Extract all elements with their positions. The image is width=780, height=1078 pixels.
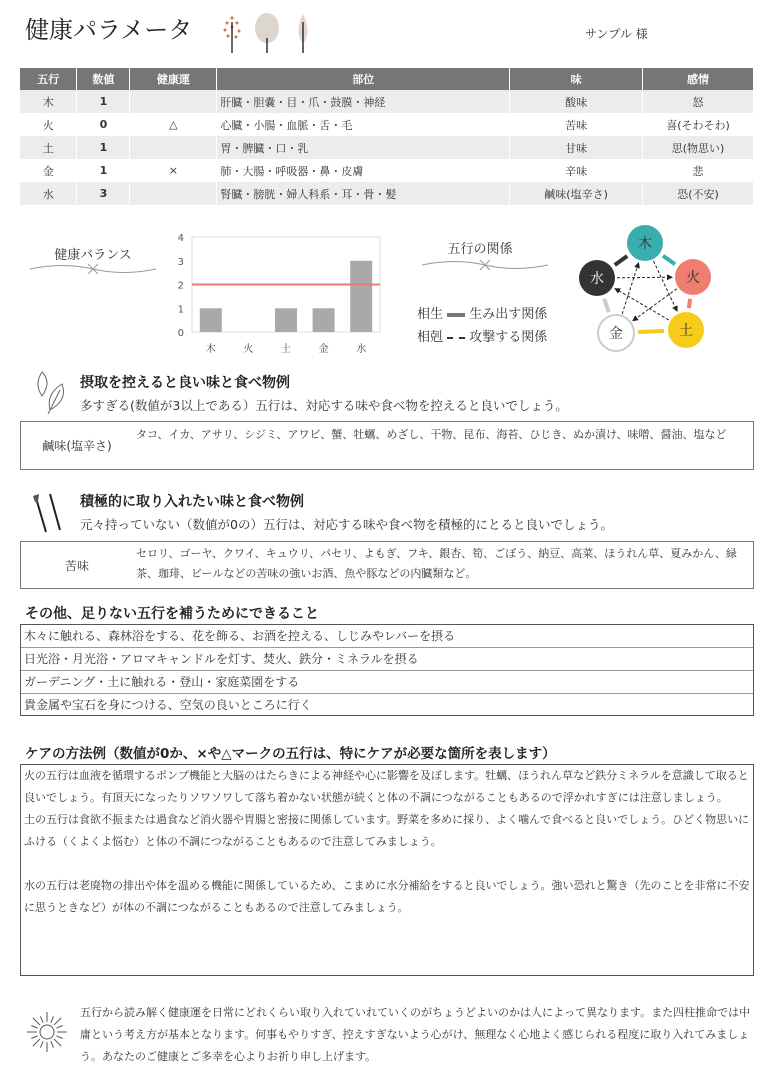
sosho-arrow xyxy=(604,299,609,312)
table-cell: 恐(不安) xyxy=(643,182,754,205)
element-node-label: 水 xyxy=(590,271,604,287)
fork-knife-icon xyxy=(30,490,70,534)
table-cell: 1 xyxy=(77,136,130,159)
reduce-taste: 鹹味(塩辛さ) xyxy=(42,439,112,453)
list-item: 日光浴・月光浴・アロマキャンドルを灯す、焚火、鉄分・ミネラルを摂る xyxy=(21,648,753,671)
table-row xyxy=(20,90,754,113)
table-cell: 肺・大腸・呼吸器・鼻・皮膚 xyxy=(217,159,510,182)
increase-food-box xyxy=(20,541,754,589)
x-tick-label: 火 xyxy=(243,344,254,355)
column-header: 味 xyxy=(510,68,643,90)
y-tick-label: 0 xyxy=(177,328,184,339)
increase-heading: 積極的に取り入れたい味と食べ物例 xyxy=(80,494,304,510)
reduce-food-box xyxy=(20,421,754,470)
table-cell: 辛味 xyxy=(510,159,643,182)
footer-text: 五行から読み解く健康運を日常にどれくらい取り入れていれていくのがちょうどよいのかは人によって異なります。また四柱推命では中庸という考え方が基本となります。何事もやりすぎ、控えすぎないよう心がけ、無理なく心地よく感じられる程度に取り入れてみましょう。あなたのご健康とご多幸を心よりお祈り申し上げます。 xyxy=(80,1006,751,1063)
care-paragraph: 土の五行は食欲不振または過食など消火器や胃腸と密接に関係しています。野菜を多めに採り、よく噛んで食べると良いでしょう。ひどく物思いにふける（くよくよ悩む）と体の不調につながることもあるので注意してみましょう。 xyxy=(24,813,750,848)
balance-chart xyxy=(170,228,385,358)
care-box xyxy=(20,764,754,976)
table-cell: 木 xyxy=(20,90,77,113)
increase-foods: セロリ、ゴーヤ、クワイ、キュウリ、パセリ、よもぎ、フキ、銀杏、筍、ごぼう、納豆、高菜、ほうれん草、夏みかん、緑茶、珈琲、ビールなどの苦味の強いお酒、魚や豚などの内臓類など。 xyxy=(136,547,737,580)
bar xyxy=(350,261,372,332)
column-header: 健康運 xyxy=(130,68,217,90)
table-cell: 甘味 xyxy=(510,136,643,159)
list-item: ガーデニング・土に触れる・登山・家庭菜園をする xyxy=(21,671,753,694)
x-tick-label: 金 xyxy=(318,344,329,355)
table-cell: 肝臓・胆嚢・目・爪・鼓膜・神経 xyxy=(217,90,510,113)
table-row xyxy=(20,113,754,136)
increase-subtext: 元々持っていない（数値が0の）五行は、対応する味や食べ物を積極的にとると良いでしょう。 xyxy=(80,517,613,532)
table-cell: 土 xyxy=(20,136,77,159)
table-cell xyxy=(130,90,217,113)
sosho-arrow xyxy=(615,256,627,265)
legend-key: 相生 xyxy=(417,307,444,322)
gogyo-relation-diagram xyxy=(570,220,730,360)
kokoku-arrow xyxy=(654,261,678,311)
reduce-foods: タコ、イカ、アサリ、シジミ、アワビ、蟹、牡蠣、めざし、干物、昆布、海苔、ひじき、ぬか漬け、味噌、醤油、塩など xyxy=(136,428,727,441)
element-node-label: 金 xyxy=(609,326,623,342)
table-cell xyxy=(130,136,217,159)
table-cell: 3 xyxy=(77,182,130,205)
reduce-heading: 摂取を控えると良い味と食べ物例 xyxy=(80,375,290,391)
vine-ornament-icon xyxy=(420,258,550,272)
list-item: 貴金属や宝石を身につける、空気の良いところに行く xyxy=(24,698,312,712)
increase-taste: 苦味 xyxy=(64,559,89,573)
element-node-label: 火 xyxy=(686,270,700,286)
table-cell xyxy=(130,182,217,205)
table-cell: △ xyxy=(130,113,217,136)
sosho-arrow xyxy=(638,331,664,332)
care-heading: ケアの方法例（数値が0か、×や△マークの五行は、特にケアが必要な箇所を表します） xyxy=(25,746,556,762)
kokoku-arrow xyxy=(615,289,669,320)
table-cell: 1 xyxy=(77,159,130,182)
table-row xyxy=(20,159,754,182)
element-node-label: 土 xyxy=(679,323,693,339)
table-row xyxy=(20,182,754,205)
page-title: 健康パラメータ xyxy=(25,16,193,44)
table-row xyxy=(20,136,754,159)
relation-legend xyxy=(417,303,547,349)
trees-icon xyxy=(218,8,318,54)
column-header: 五行 xyxy=(20,68,77,90)
other-list xyxy=(20,624,754,716)
legend-desc: 攻撃する関係 xyxy=(469,330,548,345)
y-tick-label: 4 xyxy=(177,233,184,244)
table-cell: 思(物思い) xyxy=(643,136,754,159)
table-cell: 0 xyxy=(77,113,130,136)
sosho-arrow xyxy=(689,299,690,308)
table-cell: × xyxy=(130,159,217,182)
table-cell: 心臓・小腸・血脈・舌・毛 xyxy=(217,113,510,136)
customer-name: サンプル 様 xyxy=(585,27,648,41)
x-tick-label: 水 xyxy=(356,344,367,355)
balance-label: 健康バランス xyxy=(54,248,132,263)
list-item: 木々に触れる、森林浴をする、花を飾る、お酒を控える、しじみやレバーを摂る xyxy=(21,625,753,648)
element-node-label: 木 xyxy=(638,236,652,252)
bar xyxy=(313,308,335,332)
table-cell: 腎臓・膀胱・婦人科系・耳・骨・髪 xyxy=(217,182,510,205)
kokoku-arrow xyxy=(617,277,672,278)
sun-icon xyxy=(25,1010,69,1054)
table-cell: 鹹味(塩辛さ) xyxy=(510,182,643,205)
column-header: 部位 xyxy=(217,68,510,90)
y-tick-label: 2 xyxy=(177,280,184,292)
table-cell: 水 xyxy=(20,182,77,205)
sosho-arrow xyxy=(663,256,675,265)
column-header: 感情 xyxy=(643,68,754,90)
care-paragraph: 火の五行は血液を循環するポンプ機能と大脳のはたらきによる神経や心に影響を及ぼします。牡蠣、ほうれん草など鉄分ミネラルを意識して取ると良いでしょう。有頂天になったりソワソワして落ち着かない状態が続くと体の不調につながることもあるので浮かれすぎには注意しましょう。 xyxy=(24,769,749,804)
bar xyxy=(275,308,297,332)
x-tick-label: 木 xyxy=(205,344,216,355)
legend-key: 相剋 xyxy=(417,330,444,345)
leaf-icon xyxy=(32,370,72,416)
relation-label: 五行の関係 xyxy=(447,242,513,257)
table-cell: 酸味 xyxy=(510,90,643,113)
bar xyxy=(200,308,222,332)
table-cell: 胃・脾臓・口・乳 xyxy=(217,136,510,159)
table-cell: 喜(そわそわ) xyxy=(643,113,754,136)
y-tick-label: 1 xyxy=(177,304,184,316)
solid-arrow-icon xyxy=(447,313,465,317)
table-cell: 1 xyxy=(77,90,130,113)
legend-desc: 生み出す関係 xyxy=(469,307,548,322)
table-cell: 悲 xyxy=(643,159,754,182)
table-cell: 火 xyxy=(20,113,77,136)
vine-ornament-icon xyxy=(28,262,158,276)
column-header: 数値 xyxy=(77,68,130,90)
care-paragraph: 水の五行は老廃物の排出や体を温める機能に関係しているため、こまめに水分補給をすると良いでしょう。強い恐れと驚き（先のことを非常に不安に思うときなど）が体の不調につながることもあるので注意してみましょう。 xyxy=(24,879,750,914)
reduce-subtext: 多すぎる(数値が3以上である）五行は、対応する味や食べ物を控えると良いでしょう。 xyxy=(80,398,568,413)
kokoku-arrow xyxy=(622,263,638,314)
table-cell: 金 xyxy=(20,159,77,182)
dashed-arrow-icon xyxy=(447,337,465,339)
x-tick-label: 土 xyxy=(281,344,291,355)
other-heading: その他、足りない五行を補うためにできること xyxy=(25,606,319,622)
gogyo-table xyxy=(20,68,754,205)
table-cell: 苦味 xyxy=(510,113,643,136)
y-tick-label: 3 xyxy=(177,256,184,268)
table-cell: 怒 xyxy=(643,90,754,113)
kokoku-arrow xyxy=(633,289,677,321)
